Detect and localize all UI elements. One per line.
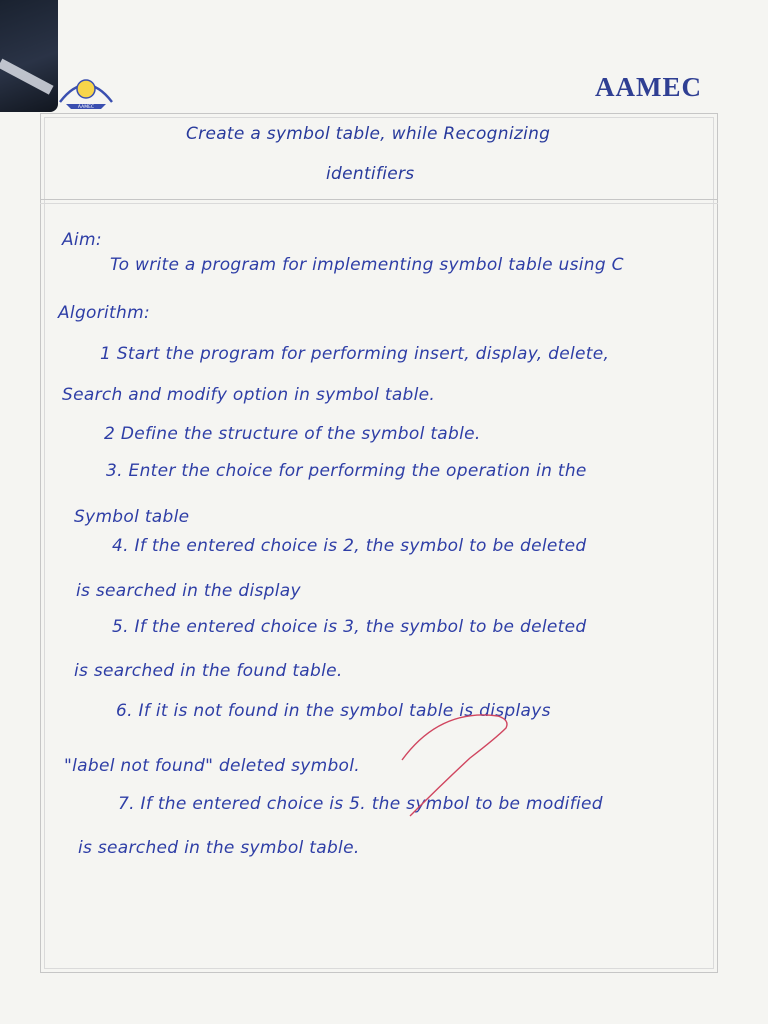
algorithm-line: 7. If the entered choice is 5. the symbol to be modified [118,794,603,814]
algorithm-line: "label not found" deleted symbol. [64,756,360,776]
aim-heading: Aim: [62,230,102,250]
correction-mark [400,698,550,818]
logo-text: AAMEC [77,105,95,111]
algorithm-line: 6. If it is not found in the symbol table is displays [116,701,551,721]
brand-name: AAMEC [595,72,702,102]
algorithm-line: 4. If the entered choice is 2, the symbol to be deleted [112,536,587,556]
title-separator [40,199,718,204]
algorithm-heading: Algorithm: [58,303,150,323]
algorithm-line: 3. Enter the choice for performing the operation in the [106,461,587,481]
algorithm-line: Search and modify option in symbol table. [62,385,436,405]
algorithm-line: 1 Start the program for performing insert, display, delete, [100,344,610,364]
algorithm-line: 5. If the entered choice is 3, the symbol to be deleted [112,617,587,637]
aim-text: To write a program for implementing symbol table using C [110,255,624,275]
title-line-1: Create a symbol table, while Recognizing [186,124,551,144]
college-emblem-icon [54,62,118,112]
algorithm-line: Symbol table [74,507,190,527]
algorithm-line: is searched in the display [76,581,301,601]
binder-clip [0,0,58,112]
algorithm-line: is searched in the symbol table. [78,838,360,858]
algorithm-line: 2 Define the structure of the symbol table. [104,424,481,444]
title-line-2: identifiers [326,164,415,184]
algorithm-line: is searched in the found table. [74,661,343,681]
